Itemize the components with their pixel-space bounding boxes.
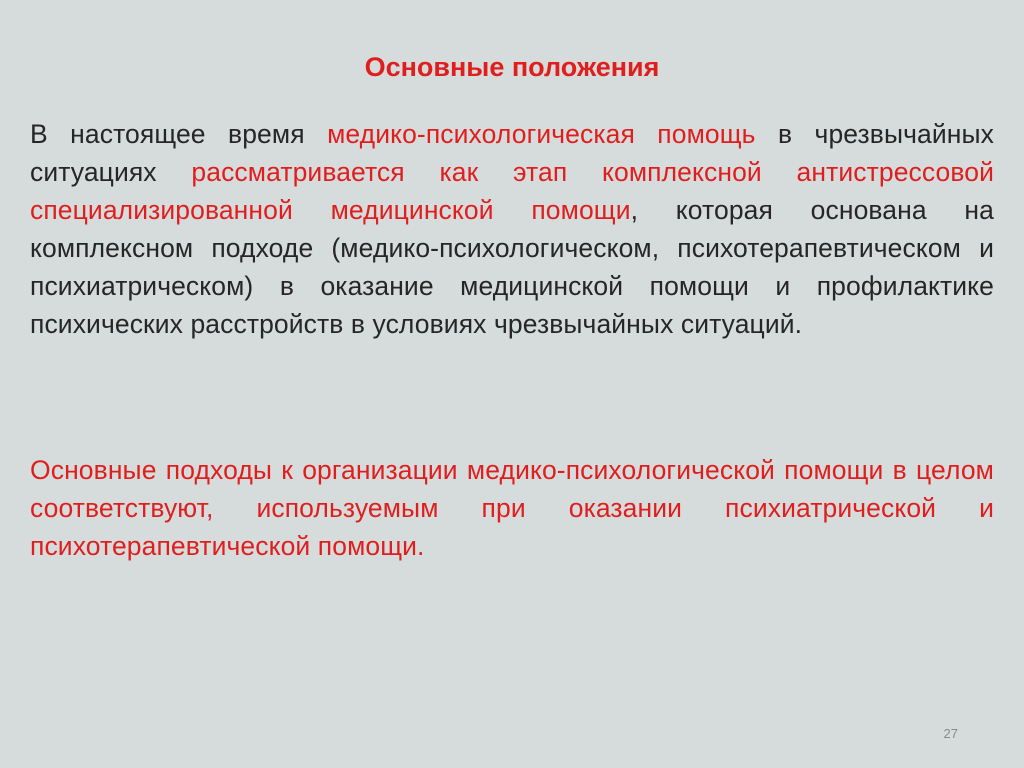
paragraph-text-1: В настоящее время xyxy=(30,119,328,149)
main-paragraph xyxy=(30,115,994,343)
page-number: 27 xyxy=(943,726,958,741)
paragraph-text-2: в чрезвычайных ситуациях xyxy=(30,119,995,187)
paragraph-text-3: , которая основана на комплексном подходе (медико-психологическом, психотерапевтическом и психиатрическом) в оказание медицинской помощи и профилактике психических расстройств в условиях чрезвычайных ситуаций. xyxy=(30,195,995,339)
highlight-stage-definition: рассматривается как этап комплексной антистрессовой специализированной медицинской помощи xyxy=(30,157,994,225)
highlight-medical-psych-help: медико-психологическая помощь xyxy=(327,119,756,149)
approaches-paragraph: Основные подходы к организации медико-психологической помощи в целом соответствуют, используемым при оказании психиатрической и психотерапевтической помощи. xyxy=(30,455,994,561)
slide-title: Основные положения xyxy=(364,52,660,82)
